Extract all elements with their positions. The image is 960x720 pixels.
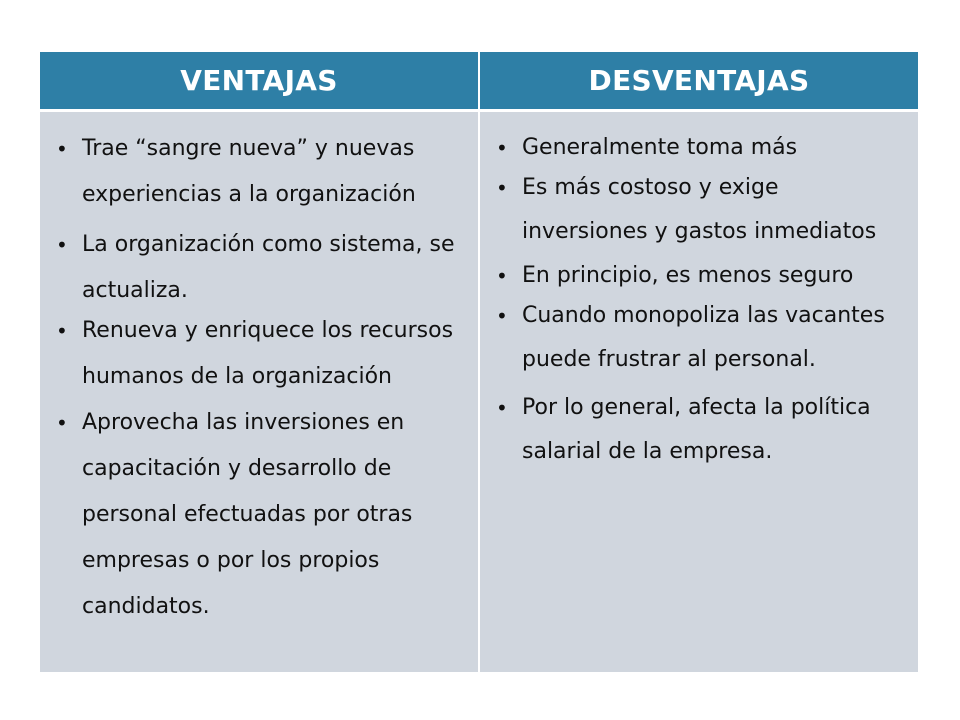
bullet-dot-icon: • xyxy=(56,411,68,435)
desventaja-item xyxy=(480,294,906,382)
desventajas-list xyxy=(480,112,918,474)
desventaja-text: Generalmente toma más xyxy=(522,135,798,160)
ventaja-text: Renueva y enriquece los recursos humanos de la organización xyxy=(82,318,454,389)
desventaja-text: Cuando monopoliza las vacantes puede frustrar al personal. xyxy=(522,303,885,372)
ventajas-cell xyxy=(40,112,478,672)
bullet-dot-icon: • xyxy=(496,136,508,160)
ventaja-item xyxy=(40,308,466,400)
bullet-dot-icon: • xyxy=(496,304,508,328)
bullet-dot-icon: • xyxy=(56,319,68,343)
ventaja-item xyxy=(40,222,466,314)
bullet-dot-icon: • xyxy=(56,137,68,161)
ventaja-item xyxy=(40,400,466,630)
desventaja-text: Por lo general, afecta la política salarial de la empresa. xyxy=(522,395,871,464)
ventajas-list xyxy=(40,112,478,630)
desventaja-text: En principio, es menos seguro xyxy=(522,263,854,288)
bullet-dot-icon: • xyxy=(496,396,508,420)
desventaja-item xyxy=(480,126,906,170)
desventaja-item xyxy=(480,386,906,474)
desventaja-item xyxy=(480,254,906,298)
ventaja-text: Aprovecha las inversiones en capacitación y desarrollo de personal efectuadas por otras empresas o por los propios candidatos. xyxy=(82,410,413,619)
header-ventajas: VENTAJAS xyxy=(40,52,478,112)
ventaja-item xyxy=(40,126,466,218)
ventaja-text: La organización como sistema, se actualiza. xyxy=(82,232,455,303)
bullet-dot-icon: • xyxy=(56,233,68,257)
desventajas-cell xyxy=(480,112,918,672)
header-desventajas: DESVENTAJAS xyxy=(480,52,918,112)
comparison-table xyxy=(40,52,918,672)
ventaja-text: Trae “sangre nueva” y nuevas experiencias a la organización xyxy=(82,136,416,207)
bullet-dot-icon: • xyxy=(496,264,508,288)
bullet-dot-icon: • xyxy=(496,176,508,200)
desventaja-text: Es más costoso y exige inversiones y gastos inmediatos xyxy=(522,175,877,244)
desventaja-item xyxy=(480,166,906,254)
